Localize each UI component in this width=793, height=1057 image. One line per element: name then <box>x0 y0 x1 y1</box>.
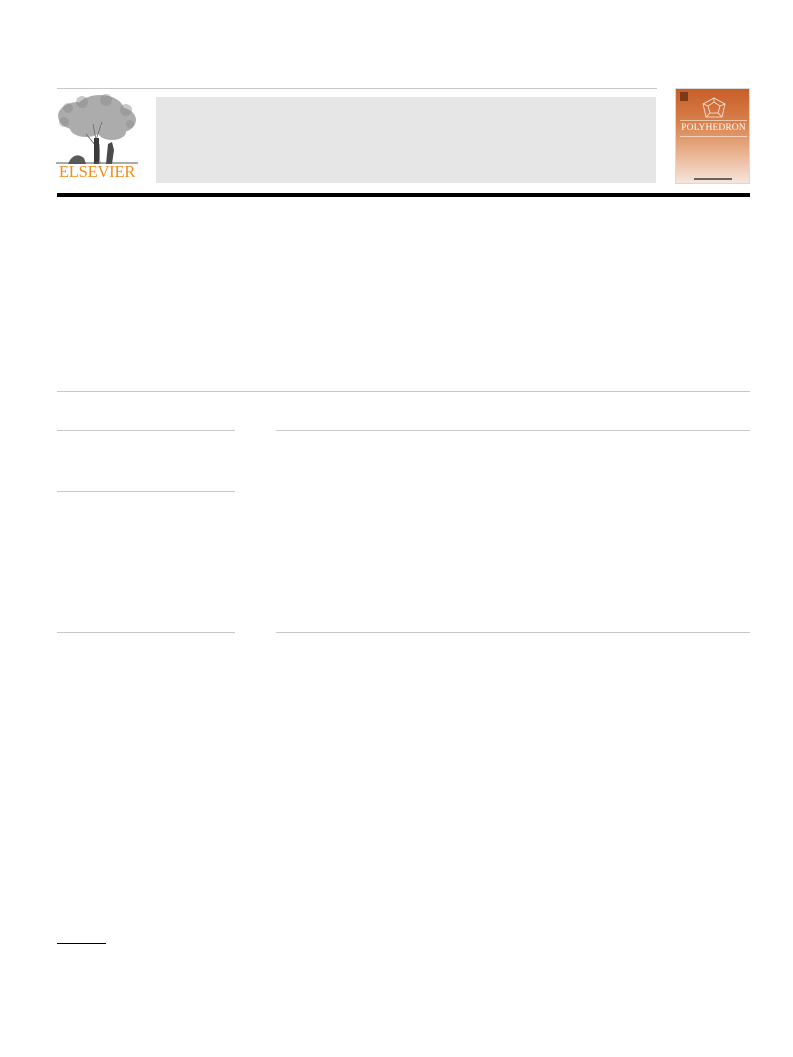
polyhedron-icon <box>701 97 727 119</box>
cover-publisher-bar <box>694 178 732 180</box>
keywords-rule <box>57 491 235 492</box>
header-top-rule <box>57 88 657 89</box>
cover-publisher-mark <box>680 92 688 101</box>
footnote-rule <box>57 943 106 944</box>
article-info-rule <box>57 430 235 431</box>
journal-cover-title: POLYHEDRON <box>681 123 746 133</box>
journal-header-banner <box>156 97 656 183</box>
abstract-bottom-rule <box>276 632 750 633</box>
journal-cover-thumbnail <box>675 88 750 184</box>
cover-rule <box>680 136 747 137</box>
article-title-bottom-rule <box>57 391 750 392</box>
elsevier-logo <box>56 94 138 186</box>
header-thick-rule <box>57 193 750 197</box>
cover-rule <box>680 120 747 121</box>
elsevier-tree-icon <box>56 94 138 164</box>
publisher-wordmark: ELSEVIER <box>58 162 136 181</box>
abstract-rule <box>276 430 750 431</box>
article-info-bottom-rule <box>57 632 235 633</box>
